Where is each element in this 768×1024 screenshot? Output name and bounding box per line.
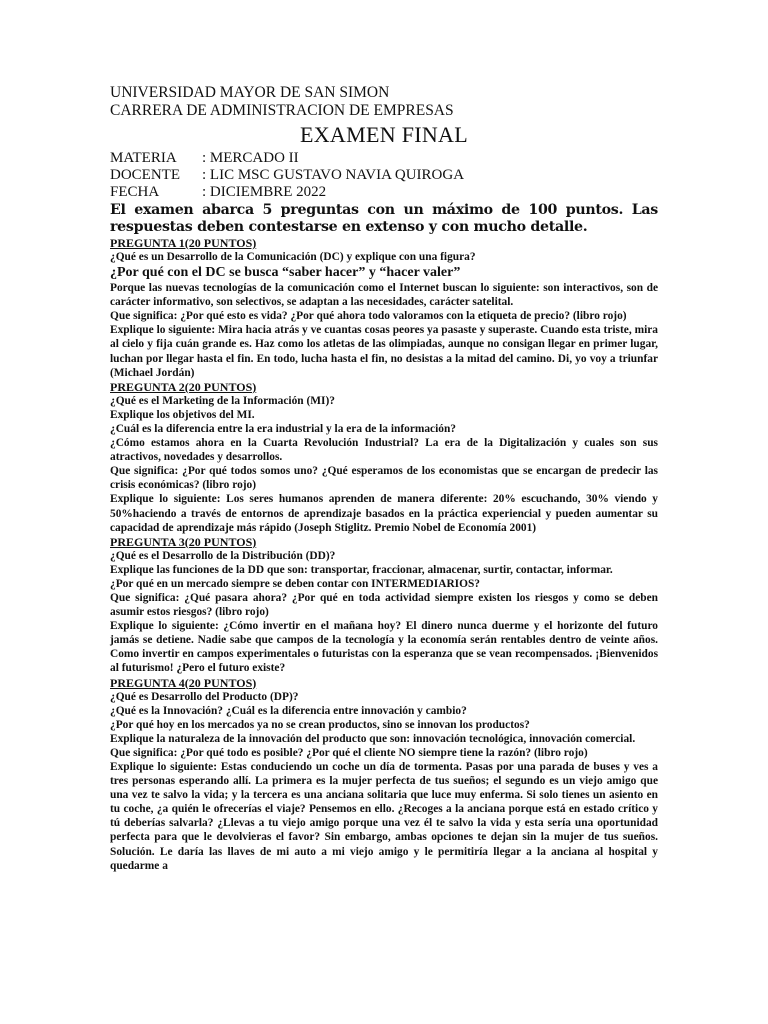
question-2-item: Explique los objetivos del MI. (110, 408, 255, 421)
meta-value: : DICIEMBRE 2022 (202, 184, 327, 200)
question-3-item: ¿Qué es el Desarrollo de la Distribución (DD)? (110, 549, 336, 562)
question-1-item: ¿Por qué con el DC se busca “saber hacer” y “hacer valer” (110, 265, 461, 281)
question-2-heading: PREGUNTA 2(20 PUNTOS) (110, 379, 257, 394)
question-4-item: Que significa: ¿Por qué todo es posible? ¿Por qué el cliente NO siempre tiene la razón? (libro rojo) (110, 746, 588, 759)
question-1-heading: PREGUNTA 1(20 PUNTOS) (110, 236, 257, 250)
question-2-item: Que significa: ¿Por qué todos somos uno? ¿Qué esperamos de los economistas que se encargan de predecir las crisis económicas? (libro rojo) (110, 465, 658, 492)
question-4-item: ¿Qué es Desarrollo del Producto (DP)? (110, 690, 299, 703)
question-3-item: Explique lo siguiente: ¿Cómo invertir en el mañana hoy? El dinero nunca duerme y el horizonte del futuro jamás se detiene. Nadie sabe que campos de la tecnología y la economía serán rentables dentro de veinte años. Como invertir en campos experimentales o futuristas con la esperanza que se vean recompensados. ¡Bienvenidos al futurismo! ¿Pero el futuro existe? (110, 620, 658, 675)
page-title: EXAMEN FINAL (300, 122, 468, 147)
question-4-item: ¿Por qué hoy en los mercados ya no se crean productos, sino se innovan los productos? (110, 718, 530, 731)
question-1-item: Explique lo siguiente: Mira hacia atrás y ve cuantas cosas peores ya pasaste y superaste. Cuando esta triste, mira al cielo y fija cuán grande es. Haz como los atletas de las olimpiadas, aunque no consigan llegar en primer lugar, luchan por llegar hasta el fin. En todo, lucha hasta el fin, no desistas a la mitad del camino. Di, yo voy a triunfar (Michael Jordán) (110, 324, 658, 379)
university-name: UNIVERSIDAD MAYOR DE SAN SIMON (110, 84, 390, 101)
question-3-item: ¿Por qué en un mercado siempre se deben contar con INTERMEDIARIOS? (110, 577, 480, 590)
question-4-item: ¿Qué es la Innovación? ¿Cuál es la diferencia entre innovación y cambio? (110, 704, 467, 717)
question-2-item: ¿Cuál es la diferencia entre la era industrial y la era de la información? (110, 422, 457, 435)
meta-value: : MERCADO II (202, 150, 299, 166)
question-4-item: Explique la naturaleza de la innovación del producto que son: innovación tecnológica, innovación comercial. (110, 732, 636, 745)
meta-value: : LIC MSC GUSTAVO NAVIA QUIROGA (202, 167, 465, 183)
question-2-item: ¿Cómo estamos ahora en la Cuarta Revolución Industrial? La era de la Digitalización y cuales son sus atractivos, novedades y desarrollos. (110, 437, 658, 464)
question-4-heading: PREGUNTA 4(20 PUNTOS) (110, 675, 257, 690)
meta-row-fecha (110, 184, 658, 201)
meta-row-materia (110, 150, 658, 167)
question-3-item: Explique las funciones de la DD que son: transportar, fraccionar, almacenar, surtir, contactar, informar. (110, 563, 613, 576)
question-1-item: Porque las nuevas tecnologías de la comunicación como el Internet buscan lo siguiente: son interactivos, son de carácter informativo, son selectivos, se adaptan a las necesidades, carácter satelital. (110, 282, 658, 309)
meta-key: MATERIA (110, 150, 177, 166)
question-2-item: ¿Qué es el Marketing de la Información (MI)? (110, 394, 335, 407)
exam-instructions: El examen abarca 5 preguntas con un máximo de 100 puntos. Las respuestas deben contestarse en extenso y con mucho detalle. (110, 202, 658, 235)
question-1-item: ¿Qué es un Desarrollo de la Comunicación (DC) y explique con una figura? (110, 251, 476, 263)
question-4-item: Explique lo siguiente: Estas conduciendo un coche un día de tormenta. Pasas por una parada de buses y ves a tres personas esperando allí. La primera es la mujer perfecta de tus sueños; el segundo es un viejo amigo que una vez te salvo la vida; y la tercera es una anciana solitaria que luce muy enferma. Si solo tienes un asiento en tu coche, ¿a quién le ofrecerías el viaje? Pensemos en ello. ¿Recoges a la anciana porque está en estado crítico y tú deberías salvarla? ¿Llevas a tu viejo amigo porque una vez él te salvo la vida y esta sería una oportunidad perfecta para que le devolvieras el favor? Sin embargo, ambas opciones te dejan sin la mujer de tus sueños. Solución. Le daría las llaves de mi auto a mi viejo amigo y le permitiría llegar a la anciana al hospital y quedarme a (110, 761, 658, 872)
meta-key: DOCENTE (110, 167, 180, 183)
career-name: CARRERA DE ADMINISTRACION DE EMPRESAS (110, 102, 454, 119)
document-body (110, 84, 658, 873)
meta-key: FECHA (110, 184, 160, 200)
question-1-item: Que significa: ¿Por qué esto es vida? ¿Por qué ahora todo valoramos con la etiqueta de precio? (libro rojo) (110, 310, 627, 323)
question-3-item: Que significa: ¿Qué pasara ahora? ¿Por qué en toda actividad siempre existen los riesgos y como se deben asumir estos riesgos? (libro rojo) (110, 591, 658, 619)
meta-row-docente (110, 167, 658, 184)
question-3-heading: PREGUNTA 3(20 PUNTOS) (110, 534, 257, 549)
question-2-item: Explique lo siguiente: Los seres humanos aprenden de manera diferente: 20% escuchando, 30% viendo y 50%haciendo a través de entornos de aprendizaje basados en la práctica experiencial y pueden aumentar su capacidad de aprendizaje más rápido (Joseph Stiglitz. Premio Nobel de Economía 2001) (110, 493, 658, 534)
